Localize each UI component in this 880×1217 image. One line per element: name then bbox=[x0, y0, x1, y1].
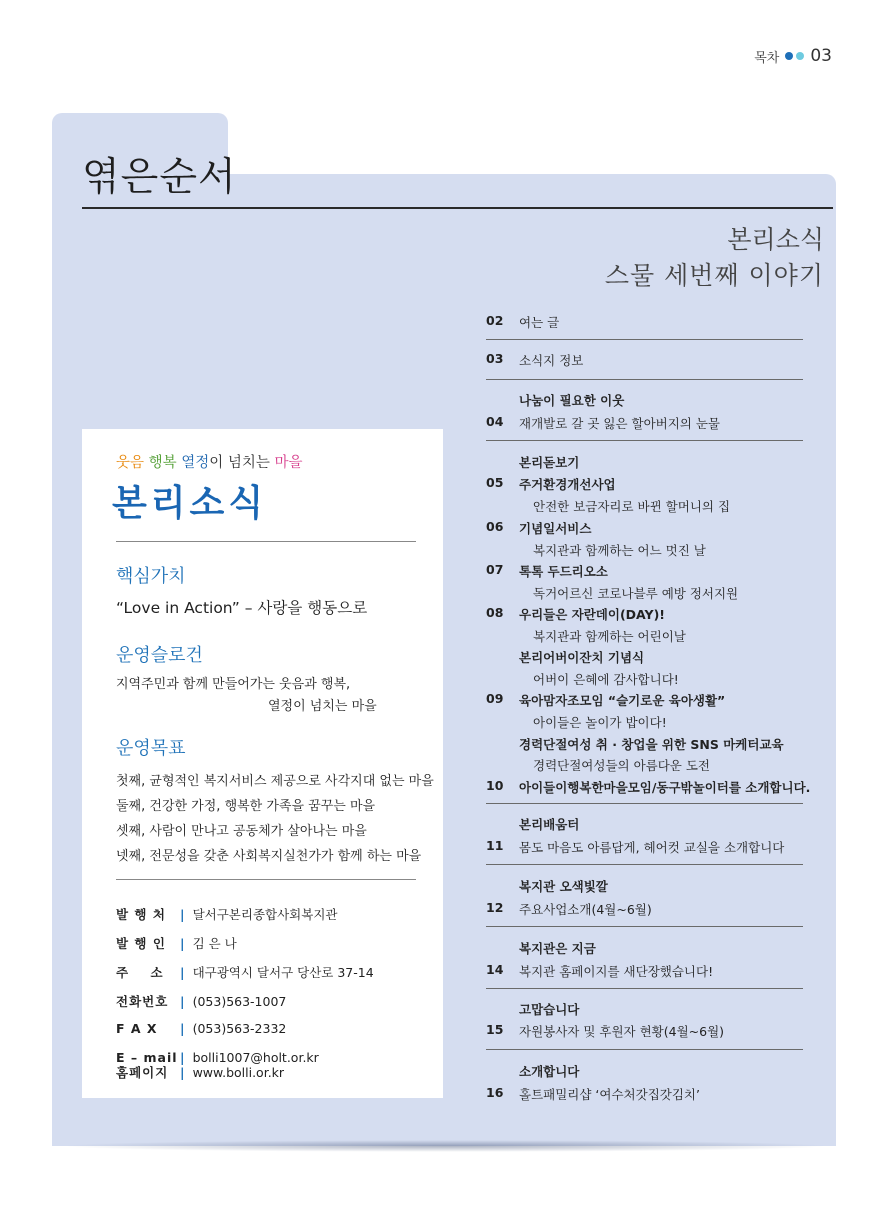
slogan-word: 마을 bbox=[274, 455, 303, 471]
goal-item: 셋째, 사람이 만나고 공동체가 살아나는 마을 bbox=[116, 824, 367, 839]
pub-label: E – mail bbox=[116, 1050, 178, 1065]
toc-divider bbox=[486, 339, 803, 340]
toc-entry-title: 주거환경개선사업 bbox=[519, 477, 616, 492]
toc-entry-subtitle: 어버이 은혜에 감사합니다! bbox=[533, 672, 679, 687]
toc-entry-title: 육아맘자조모임 “슬기로운 육아생활” bbox=[519, 693, 726, 708]
issue-subtitle: 스물 세번째 이야기 bbox=[604, 261, 824, 290]
toc-divider bbox=[486, 864, 803, 865]
goals-heading: 운영목표 bbox=[116, 738, 186, 759]
toc-entry-title: 여는 글 bbox=[519, 315, 560, 330]
toc-section-heading: 복지관은 지금 bbox=[519, 941, 596, 956]
toc-section-heading: 소개합니다 bbox=[519, 1064, 580, 1079]
pub-label: F A X bbox=[116, 1021, 158, 1036]
toc-page-number: 04 bbox=[486, 414, 504, 429]
toc-entry-title: 기념일서비스 bbox=[519, 521, 592, 536]
slogan-heading: 운영슬로건 bbox=[116, 645, 203, 666]
pub-value: (053)563-1007 bbox=[192, 993, 287, 1009]
toc-page-number: 10 bbox=[486, 778, 504, 793]
toc-entry-subtitle: 복지관과 함께하는 어느 멋진 날 bbox=[533, 543, 706, 558]
toc-page-number: 12 bbox=[486, 900, 504, 915]
address-row: 주 소 | 대구광역시 달서구 당산로 37-14 bbox=[116, 964, 374, 980]
slogan-word: 이 넘치는 bbox=[209, 455, 270, 471]
toc-page-number: 07 bbox=[486, 562, 504, 577]
core-value-text: “Love in Action” – 사랑을 행동으로 bbox=[116, 599, 368, 617]
toc-entry-title: 복지관 홈페이지를 새단장했습니다! bbox=[519, 964, 714, 979]
dot-icon bbox=[796, 52, 804, 60]
toc-page-number: 15 bbox=[486, 1022, 504, 1037]
toc-page-number: 08 bbox=[486, 605, 504, 620]
brand-logo: 본리소식 bbox=[112, 483, 268, 524]
toc-page-number: 03 bbox=[486, 351, 504, 366]
toc-entry-title: 톡톡 두드리오소 bbox=[519, 564, 608, 579]
toc-page-number: 16 bbox=[486, 1085, 504, 1100]
pub-value: 김 은 나 bbox=[192, 936, 237, 951]
pub-value: 대구광역시 달서구 당산로 37-14 bbox=[192, 965, 374, 980]
toc-entry-title: 재개발로 갈 곳 잃은 할아버지의 눈물 bbox=[519, 416, 720, 431]
goal-item: 둘째, 건강한 가정, 행복한 가족을 꿈꾸는 마을 bbox=[116, 799, 376, 814]
slogan bbox=[116, 451, 303, 472]
toc-entry-subtitle: 아이들은 놀이가 밥이다! bbox=[533, 715, 667, 730]
page-title: 엮은순서 bbox=[82, 155, 237, 200]
publisher-row: 발 행 처 | 달서구본리종합사회복지관 bbox=[116, 906, 338, 922]
homepage-row: 홈페이지 | www.bolli.or.kr bbox=[116, 1064, 285, 1080]
core-value-heading: 핵심가치 bbox=[116, 566, 186, 587]
goal-item: 넷째, 전문성을 갖춘 사회복지실천가가 함께 하는 마을 bbox=[116, 849, 422, 864]
slogan-word: 웃음 bbox=[116, 455, 145, 471]
toc-page-number: 11 bbox=[486, 838, 504, 853]
toc-page-number: 09 bbox=[486, 691, 504, 706]
toc-divider bbox=[486, 988, 803, 989]
section-label: 목차 bbox=[754, 50, 780, 66]
pub-label: 전화번호 bbox=[116, 994, 169, 1009]
card-divider bbox=[116, 541, 416, 542]
issue-name: 본리소식 bbox=[727, 225, 824, 254]
toc-divider bbox=[486, 1049, 803, 1050]
goal-item: 첫째, 균형적인 복지서비스 제공으로 사각지대 없는 마을 bbox=[116, 774, 434, 789]
toc-entry-subtitle: 복지관과 함께하는 어린이날 bbox=[533, 629, 686, 644]
pub-label: 홈페이지 bbox=[116, 1065, 169, 1080]
toc-divider bbox=[486, 926, 803, 927]
toc-divider bbox=[486, 440, 803, 441]
toc-section-heading: 본리돋보기 bbox=[519, 455, 580, 470]
pub-label: 발 행 처 bbox=[116, 907, 166, 922]
toc-entry-title: 홀트패밀리샵 ‘여수처갓집갓김치’ bbox=[519, 1087, 700, 1102]
toc-divider bbox=[486, 803, 803, 804]
pub-value: www.bolli.or.kr bbox=[192, 1064, 285, 1080]
page-header bbox=[754, 46, 832, 66]
dot-icon bbox=[785, 52, 793, 60]
pub-label: 주 소 bbox=[116, 965, 164, 980]
toc-page-number: 14 bbox=[486, 962, 504, 977]
toc-section-heading: 나눔이 필요한 이웃 bbox=[519, 393, 625, 408]
slogan-text: 열정이 넘치는 마을 bbox=[268, 699, 377, 714]
toc-entry-title: 몸도 마음도 아름답게, 헤어컷 교실을 소개합니다 bbox=[519, 840, 785, 855]
title-divider bbox=[82, 207, 833, 209]
toc-entry-title: 우리들은 자란데이(DAY)! bbox=[519, 607, 665, 622]
pub-value: 달서구본리종합사회복지관 bbox=[192, 907, 338, 922]
slogan-word: 행복 bbox=[148, 455, 177, 471]
toc-entry-title: 아이들이행복한마을모임/동구밖놀이터를 소개합니다. bbox=[519, 780, 811, 795]
toc-section-heading: 복지관 오색빛깔 bbox=[519, 879, 608, 894]
toc-page-number: 06 bbox=[486, 519, 504, 534]
issuer-row: 발 행 인 | 김 은 나 bbox=[116, 935, 237, 951]
toc-section-heading: 고맙습니다 bbox=[519, 1002, 580, 1017]
pub-label: 발 행 인 bbox=[116, 936, 166, 951]
toc-page-number: 02 bbox=[486, 313, 504, 328]
fax-row: F A X | (053)563-2332 bbox=[116, 1021, 287, 1036]
toc-entry-subtitle: 독거어르신 코로나블루 예방 정서지원 bbox=[533, 586, 739, 601]
email-row: E – mail | bolli1007@holt.or.kr bbox=[116, 1050, 319, 1065]
info-card bbox=[82, 429, 443, 1098]
pub-value: (053)563-2332 bbox=[192, 1021, 287, 1036]
card-divider bbox=[116, 879, 416, 880]
page-number: 03 bbox=[810, 46, 832, 66]
toc-entry-title: 경력단절여성 취 · 창업을 위한 SNS 마케터교육 bbox=[519, 737, 784, 752]
toc-entry-subtitle: 경력단절여성들의 아름다운 도전 bbox=[533, 758, 710, 773]
toc-entry-title: 본리어버이잔치 기념식 bbox=[519, 650, 645, 665]
slogan-word: 열정 bbox=[181, 455, 210, 471]
toc-entry-title: 소식지 정보 bbox=[519, 353, 584, 368]
phone-row: 전화번호 | (053)563-1007 bbox=[116, 993, 287, 1009]
toc-page-number: 05 bbox=[486, 475, 504, 490]
slogan-text: 지역주민과 함께 만들어가는 웃음과 행복, bbox=[116, 677, 351, 692]
toc-divider bbox=[486, 379, 803, 380]
panel-shadow bbox=[60, 1140, 830, 1152]
toc-entry-subtitle: 안전한 보금자리로 바뀐 할머니의 집 bbox=[533, 499, 731, 514]
toc-entry-title: 자원봉사자 및 후원자 현황(4월~6월) bbox=[519, 1024, 725, 1039]
toc-section-heading: 본리배움터 bbox=[519, 817, 580, 832]
pub-value: bolli1007@holt.or.kr bbox=[192, 1050, 319, 1065]
toc-entry-title: 주요사업소개(4월~6월) bbox=[519, 902, 652, 917]
